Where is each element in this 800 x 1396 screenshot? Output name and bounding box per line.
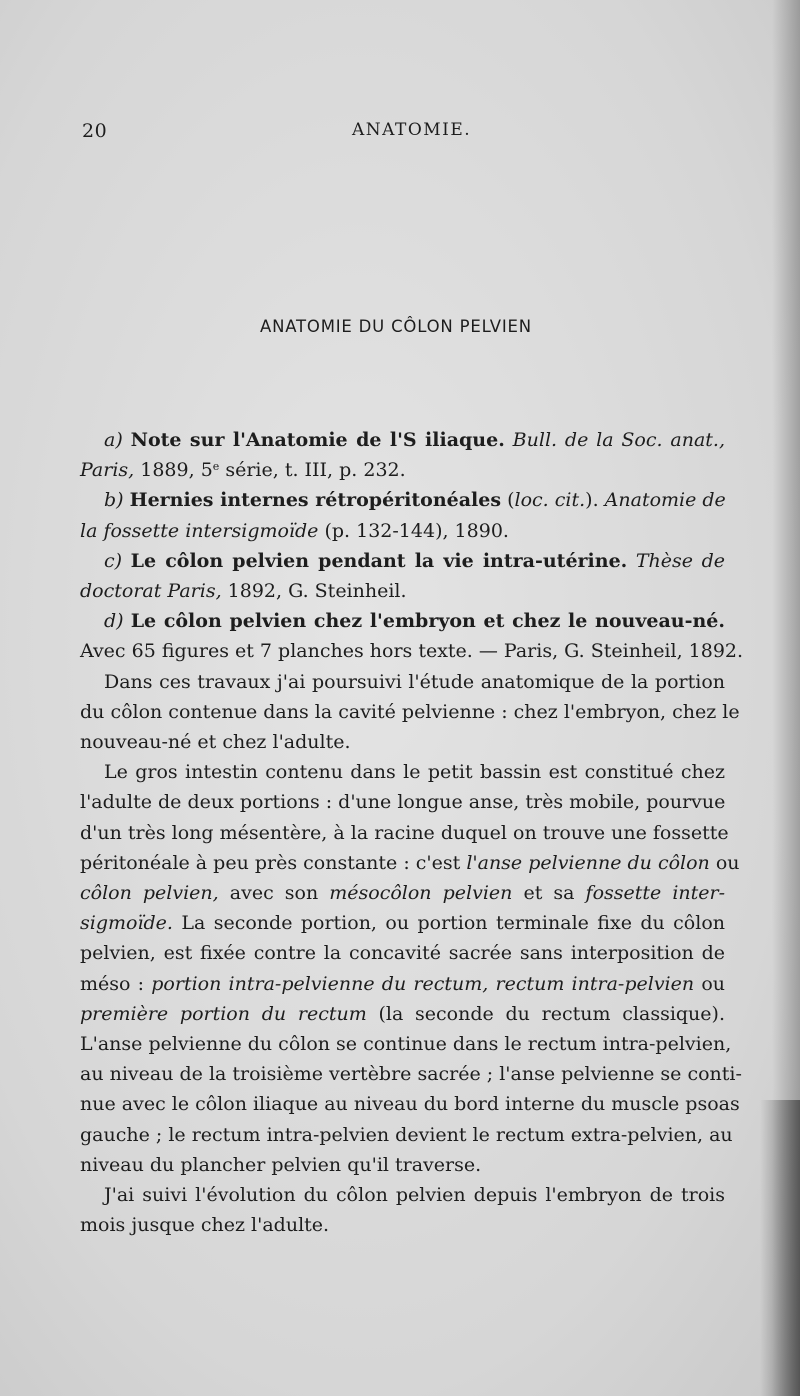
ref-c-line-1: c) Le côlon pelvien pendant la vie intra-utérine. Thèse de	[104, 549, 725, 572]
para3-line-1: J'ai suivi l'évolution du côlon pelvien depuis l'embryon de trois	[104, 1184, 725, 1207]
para2-line-13: gauche ; le rectum intra-pelvien devient le rectum extra-pelvien, au	[80, 1123, 733, 1146]
para2-line-4: péritonéale à peu près constante : c'est l'anse pelvienne du côlon ou	[80, 851, 740, 874]
para1-line-1: Dans ces travaux j'ai poursuivi l'étude anatomique de la portion	[104, 670, 725, 693]
para2-line-7: pelvien, est fixée contre la concavité sacrée sans interposition de	[80, 942, 725, 965]
para1-line-2: du côlon contenue dans la cavité pelvienne : chez l'embryon, chez le	[80, 700, 740, 723]
section-title: ANATOMIE DU CÔLON PELVIEN	[260, 317, 532, 336]
para2-line-2: l'adulte de deux portions : d'une longue anse, très mobile, pourvue	[80, 791, 726, 814]
para2-line-14: niveau du plancher pelvien qu'il traverse.	[80, 1153, 482, 1176]
body-text	[80, 425, 744, 1240]
para2-line-1: Le gros intestin contenu dans le petit bassin est constitué chez	[104, 761, 725, 784]
para2-line-11: au niveau de la troisième vertèbre sacrée ; l'anse pelvienne se conti-	[80, 1063, 742, 1086]
ref-d-line-2: Avec 65 figures et 7 planches hors texte. — Paris, G. Steinheil, 1892.	[80, 640, 744, 663]
ref-a-line-1: a) Note sur l'Anatomie de l'S iliaque. Bull. de la Soc. anat.,	[104, 429, 726, 451]
page-number: 20	[82, 120, 108, 142]
ref-a-line-2: Paris, 1889, 5e série, t. III, p. 232.	[80, 459, 406, 482]
ref-b-line-1: b) Hernies internes rétropéritonéales (loc. cit.). Anatomie de	[104, 489, 726, 512]
para1-line-3: nouveau-né et chez l'adulte.	[80, 731, 351, 754]
para2-line-5: côlon pelvien, avec son mésocôlon pelvien et sa fossette inter-	[80, 882, 726, 905]
para2-line-8: méso : portion intra-pelvienne du rectum, rectum intra-pelvien ou	[80, 972, 725, 995]
running-head: ANATOMIE.	[352, 120, 472, 140]
para3-line-2: mois jusque chez l'adulte.	[80, 1214, 330, 1237]
para2-line-3: d'un très long mésentère, à la racine duquel on trouve une fossette	[80, 821, 729, 844]
ref-d-line-1: d) Le côlon pelvien chez l'embryon et chez le nouveau-né.	[104, 610, 725, 633]
ref-b-line-2: la fossette intersigmoïde (p. 132-144), 1890.	[80, 519, 509, 542]
para2-line-9: première portion du rectum (la seconde du rectum classique).	[80, 1002, 725, 1025]
page-corner-shadow	[760, 1100, 800, 1396]
para2-line-6: sigmoïde. La seconde portion, ou portion terminale fixe du côlon	[80, 912, 725, 935]
ref-c-line-2: doctorat Paris, 1892, G. Steinheil.	[80, 580, 407, 603]
para2-line-12: nue avec le côlon iliaque au niveau du bord interne du muscle psoas	[80, 1093, 740, 1116]
para2-line-10: L'anse pelvienne du côlon se continue dans le rectum intra-pelvien,	[80, 1033, 732, 1056]
